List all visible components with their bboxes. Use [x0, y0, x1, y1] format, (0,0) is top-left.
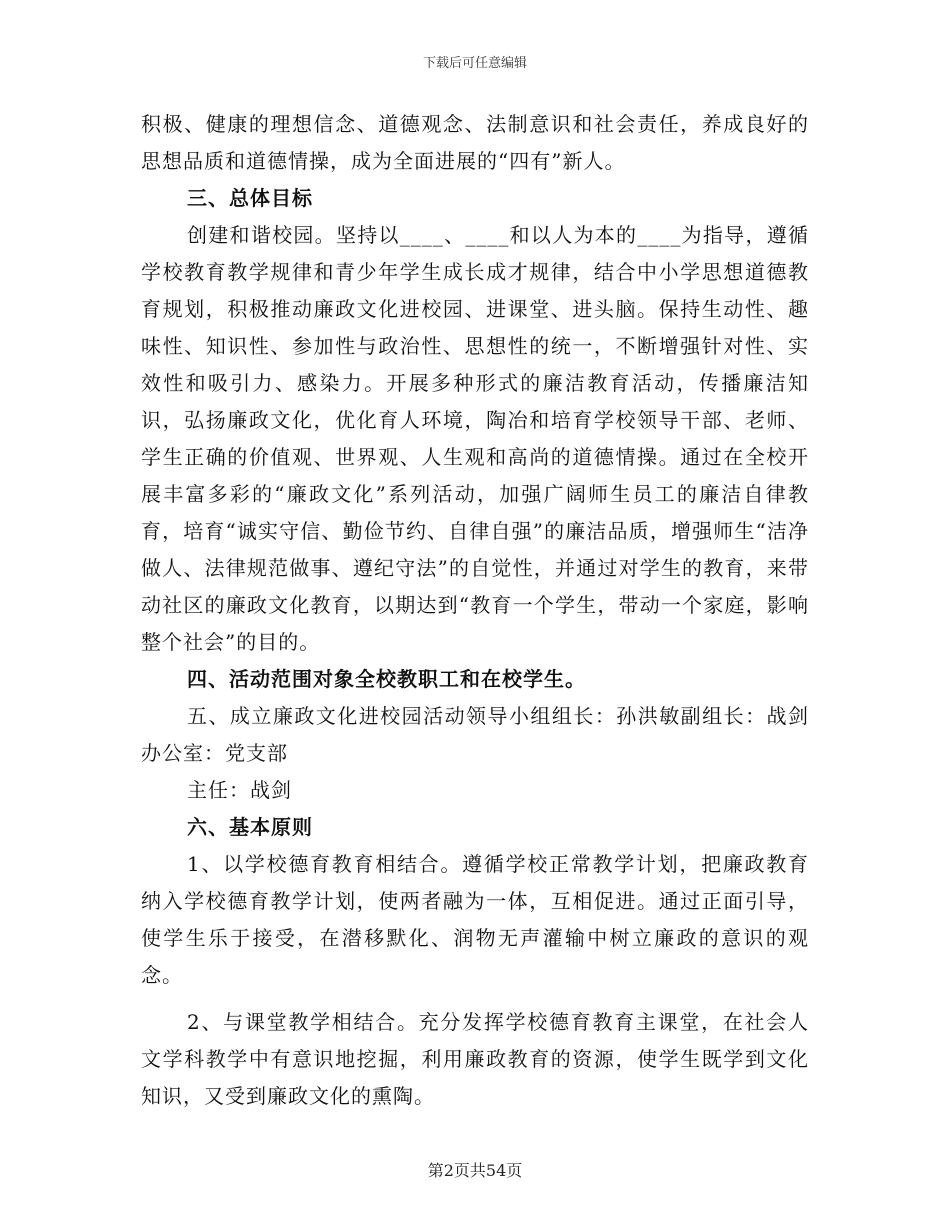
- section-heading-overall-goal: 三、总体目标: [187, 186, 313, 210]
- paragraph-principle-1: 1、以学校德育教育相结合。遵循学校正常教学计划，把廉政教育纳入学校德育教学计划，使两者融为一体，互相促进。通过正面引导，使学生乐于接受，在潜移默化、润物无声灌输中树立廉政的意识的观念。: [141, 852, 809, 987]
- paragraph-principle-2: 2、与课堂教学相结合。充分发挥学校德育教育主课堂，在社会人文学科教学中有意识地挖掘，利用廉政教育的资源，使学生既学到文化知识，又受到廉政文化的熏陶。: [141, 1010, 809, 1108]
- paragraph-director: 主任：战剑: [187, 778, 292, 802]
- page-header-note: 下载后可任意编辑: [422, 56, 527, 71]
- document-body: [141, 106, 809, 1115]
- paragraph-overall-goal: 创建和谐校园。坚持以____、____和以人为本的____为指导，遵循学校教育教学规律和青少年学生成长成才规律，结合中小学思想道德教育规划，积极推动廉政文化进校园、进课堂、进头脑。保持生动性、趣味性、知识性、参加性与政治性、思想性的统一，不断增强针对性、实效性和吸引力、感染力。开展多种形式的廉洁教育活动，传播廉洁知识，弘扬廉政文化，优化育人环境，陶冶和培育学校领导干部、老师、学生正确的价值观、世界观、人生观和高尚的道德情操。通过在全校开展丰富多彩的“廉政文化”系列活动，加强广阔师生员工的廉洁自律教育，培育“诚实守信、勤俭节约、自律自强”的廉洁品质，增强师生“洁净做人、法律规范做事、遵纪守法”的自觉性，并通过对学生的教育，来带动社区的廉政文化教育，以期达到“教育一个学生，带动一个家庭，影响整个社会”的目的。: [141, 223, 809, 654]
- paragraph-leadership-group: 五、成立廉政文化进校园活动领导小组组长：孙洪敏副组长：战剑办公室：党支部: [141, 704, 809, 765]
- section-heading-principles: 六、基本原则: [187, 815, 313, 839]
- section-heading-scope: 四、活动范围对象全校教职工和在校学生。: [187, 667, 586, 691]
- page-number-indicator: 第2页共54页: [427, 1161, 523, 1180]
- paragraph-continuation: 积极、健康的理想信念、道德观念、法制意识和社会责任，养成良好的思想品质和道德情操，成为全面进展的“四有”新人。: [141, 112, 809, 173]
